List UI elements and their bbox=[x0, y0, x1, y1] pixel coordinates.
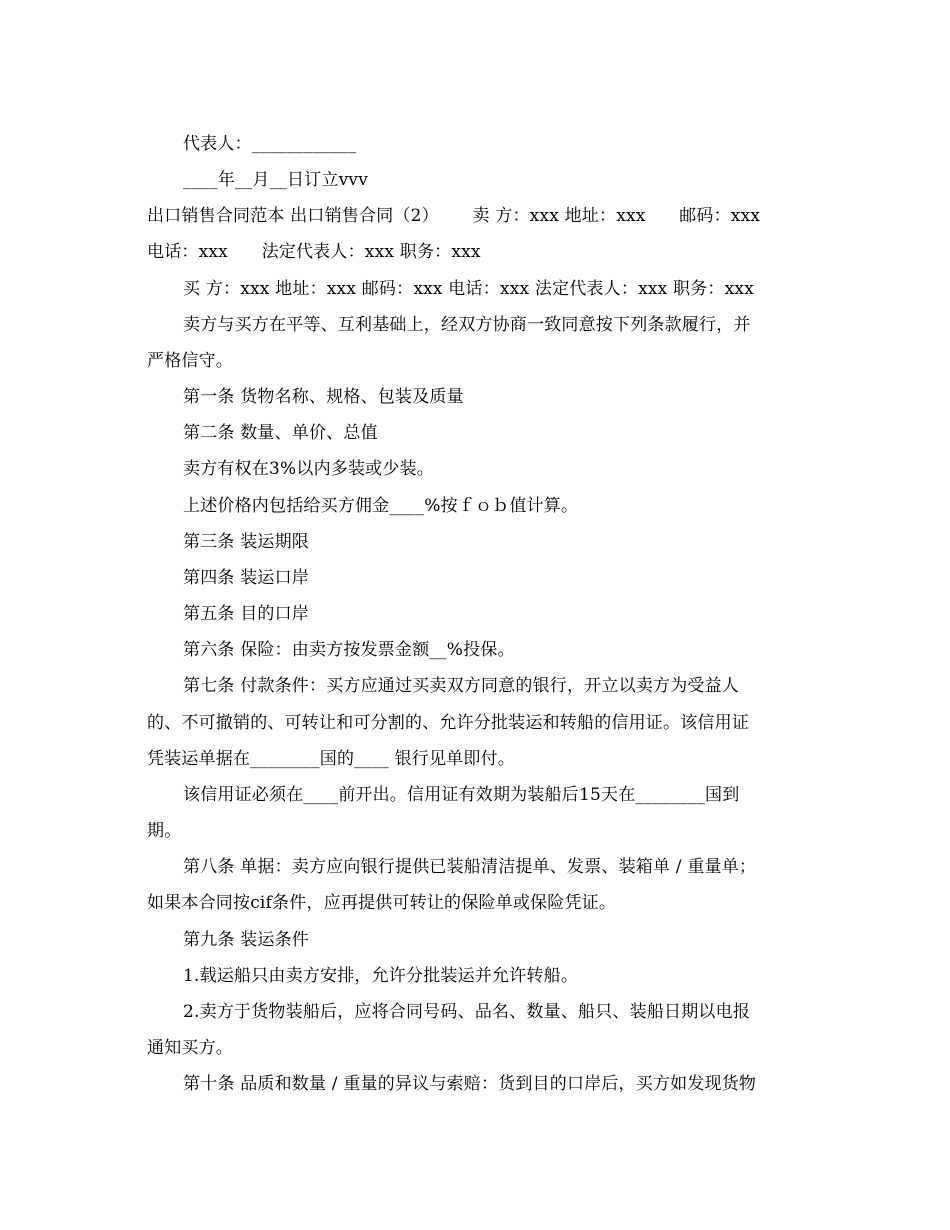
article-9: 第九条 装运条件 bbox=[183, 930, 310, 950]
contract-title-seller-line: 出口销售合同范本 出口销售合同（2） 卖 方：xxx 地址：xxx 邮码：xxx bbox=[147, 206, 761, 226]
article-8-continuation: 如果本合同按cif条件，应再提供可转让的保险单或保险凭证。 bbox=[147, 893, 617, 913]
commission-line: 上述价格内包括给买方佣金____%按ｆｏｂ值计算。 bbox=[183, 496, 579, 516]
article-3: 第三条 装运期限 bbox=[183, 532, 310, 552]
preamble-continuation: 严格信守。 bbox=[147, 351, 233, 371]
article-6: 第六条 保险：由卖方按发票金额__%投保。 bbox=[183, 640, 515, 660]
credit-validity-continuation: 期。 bbox=[147, 821, 182, 841]
article-7: 第七条 付款条件：买方应通过买卖双方同意的银行，开立以卖方为受益人 bbox=[183, 676, 740, 696]
quantity-tolerance-line: 卖方有权在3%以内多装或少装。 bbox=[183, 459, 434, 479]
article-7-continuation-1: 的、不可撤销的、可转让和可分割的、允许分批装运和转船的信用证。该信用证 bbox=[147, 713, 749, 733]
article-5: 第五条 目的口岸 bbox=[183, 604, 310, 624]
seller-contact-line: 电话：xxx 法定代表人：xxx 职务：xxx bbox=[147, 242, 481, 262]
article-10: 第十条 品质和数量 / 重量的异议与索赔：货到目的口岸后，买方如发现货物 bbox=[183, 1074, 757, 1094]
article-7-continuation-2: 凭装运单据在________国的____ 银行见单即付。 bbox=[147, 749, 516, 769]
shipping-condition-1: 1.载运船只由卖方安排，允许分批装运并允许转船。 bbox=[183, 966, 579, 986]
article-8: 第八条 单据：卖方应向银行提供已装船清洁提单、发票、装箱单 / 重量单； bbox=[183, 857, 757, 877]
preamble-line: 卖方与买方在平等、互利基础上，经双方协商一致同意按下列条款履行，并 bbox=[183, 315, 751, 335]
buyer-info-line: 买 方：xxx 地址：xxx 邮码：xxx 电话：xxx 法定代表人：xxx 职务：xxx bbox=[183, 279, 754, 299]
credit-validity-line: 该信用证必须在____前开出。信用证有效期为装船后15天在________国到 bbox=[183, 785, 740, 805]
article-2: 第二条 数量、单价、总值 bbox=[183, 423, 378, 443]
article-1: 第一条 货物名称、规格、包装及质量 bbox=[183, 387, 464, 407]
shipping-condition-2-continuation: 通知买方。 bbox=[147, 1038, 233, 1058]
article-4: 第四条 装运口岸 bbox=[183, 568, 310, 588]
signing-date-line: ____年__月__日订立vvv bbox=[183, 170, 369, 190]
representative-line: 代表人：____________ bbox=[183, 134, 357, 154]
shipping-condition-2: 2.卖方于货物装船后，应将合同号码、品名、数量、船只、装船日期以电报 bbox=[183, 1002, 751, 1022]
